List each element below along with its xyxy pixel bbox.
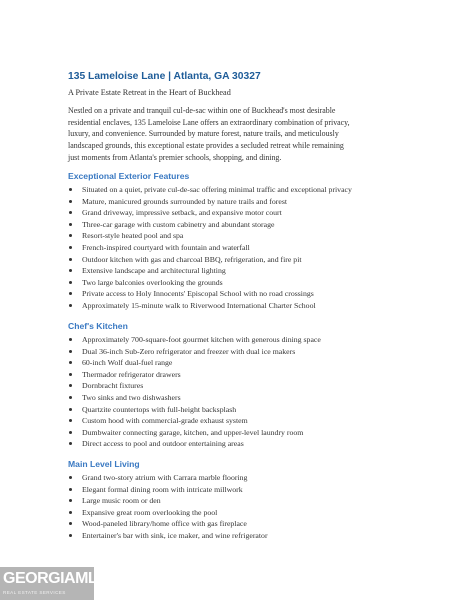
bullet-icon (69, 361, 72, 364)
list-item (68, 507, 268, 519)
list-item-text: Wood-paneled library/home office with gas fireplace (82, 519, 247, 529)
bullet-icon (69, 431, 72, 434)
page-subtitle: A Private Estate Retreat in the Heart of Buckhead (68, 88, 231, 97)
list-item (68, 392, 321, 404)
list-item (68, 369, 321, 381)
list-item-text: Resort-style heated pool and spa (82, 231, 184, 241)
section-heading-exterior: Exceptional Exterior Features (68, 171, 190, 181)
kitchen-features-list (68, 334, 321, 450)
list-item (68, 427, 321, 439)
bullet-icon (69, 338, 72, 341)
list-item-text: Direct access to pool and outdoor entertaining areas (82, 439, 244, 449)
bullet-icon (69, 442, 72, 445)
intro-line: luxury, and convenience. Surrounded by mature forest, nature trails, and meticulously (68, 129, 339, 139)
list-item-text: Dornbracht fixtures (82, 381, 144, 391)
list-item-text: Custom hood with commercial-grade exhaust system (82, 416, 248, 426)
intro-paragraph (68, 105, 388, 164)
list-item-text: Expansive great room overlooking the pool (82, 507, 218, 517)
list-item-text: Private access to Holy Innocents' Episcopal School with no road crossings (82, 289, 314, 299)
list-item (68, 380, 321, 392)
list-item (68, 484, 268, 496)
bullet-icon (69, 211, 72, 214)
main-level-features-list (68, 472, 268, 542)
list-item (68, 518, 268, 530)
bullet-icon (69, 304, 72, 307)
list-item-text: Thermador refrigerator drawers (82, 369, 181, 379)
bullet-icon (69, 188, 72, 191)
watermark-brand: GEORGIAMLS (3, 570, 108, 587)
list-item (68, 265, 352, 277)
list-item (68, 438, 321, 450)
bullet-icon (69, 373, 72, 376)
list-item (68, 472, 268, 484)
list-item-text: Grand driveway, impressive setback, and expansive motor court (82, 208, 282, 218)
intro-line: just moments from Atlanta's premier schools, shopping, and dining. (68, 152, 282, 162)
list-item-text: Three-car garage with custom cabinetry and abundant storage (82, 219, 275, 229)
section-heading-kitchen: Chef's Kitchen (68, 321, 128, 331)
bullet-icon (69, 223, 72, 226)
list-item (68, 404, 321, 416)
bullet-icon (69, 269, 72, 272)
bullet-icon (69, 281, 72, 284)
list-item (68, 495, 268, 507)
bullet-icon (69, 476, 72, 479)
bullet-icon (69, 258, 72, 261)
page-title: 135 Lameloise Lane | Atlanta, GA 30327 (68, 71, 261, 82)
list-item (68, 184, 352, 196)
list-item-text: Mature, manicured grounds surrounded by nature trails and forest (82, 196, 288, 206)
list-item-text: Approximately 15-minute walk to Riverwood International Charter School (82, 300, 316, 310)
intro-line: residential enclaves, 135 Lameloise Lane offers an extraordinary combination of privacy, (68, 117, 350, 127)
bullet-icon (69, 384, 72, 387)
intro-line: Nestled on a private and tranquil cul-de-sac within one of Buckhead's most desirable (68, 106, 336, 115)
list-item-text: Two large balconies overlooking the grounds (82, 277, 223, 287)
list-item (68, 346, 321, 358)
list-item-text: Extensive landscape and architectural lighting (82, 266, 226, 276)
bullet-icon (69, 522, 72, 525)
list-item-text: Entertainer's bar with sink, ice maker, and wine refrigerator (82, 530, 268, 540)
list-item-text: Elegant formal dining room with intricate millwork (82, 484, 243, 494)
bullet-icon (69, 419, 72, 422)
list-item (68, 334, 321, 346)
bullet-icon (69, 200, 72, 203)
georgiamls-watermark-logo (0, 567, 108, 600)
list-item (68, 219, 352, 231)
list-item-text: Grand two-story atrium with Carrara marble flooring (82, 473, 248, 482)
list-item-text: Dumbwaiter connecting garage, kitchen, and upper-level laundry room (82, 427, 304, 437)
list-item (68, 207, 352, 219)
list-item (68, 254, 352, 266)
bullet-icon (69, 246, 72, 249)
exterior-features-list (68, 184, 352, 312)
bullet-icon (69, 396, 72, 399)
list-item (68, 277, 352, 289)
list-item-text: Two sinks and two dishwashers (82, 392, 181, 402)
list-item-text: Outdoor kitchen with gas and charcoal BBQ, refrigeration, and fire pit (82, 254, 302, 264)
list-item (68, 242, 352, 254)
watermark-tagline: REAL ESTATE SERVICES (3, 590, 66, 595)
list-item-text: Approximately 700-square-foot gourmet kitchen with generous dining space (82, 335, 321, 344)
list-item-text: Dual 36-inch Sub-Zero refrigerator and freezer with dual ice makers (82, 346, 296, 356)
bullet-icon (69, 350, 72, 353)
list-item-text: 60-inch Wolf dual-fuel range (82, 358, 173, 368)
list-item-text: Quartzite countertops with full-height backsplash (82, 404, 237, 414)
list-item (68, 230, 352, 242)
list-item-text: Situated on a quiet, private cul-de-sac offering minimal traffic and exceptional privacy (82, 185, 352, 194)
bullet-icon (69, 292, 72, 295)
list-item (68, 415, 321, 427)
list-item (68, 300, 352, 312)
list-item (68, 196, 352, 208)
bullet-icon (69, 488, 72, 491)
bullet-icon (69, 511, 72, 514)
list-item-text: Large music room or den (82, 496, 161, 506)
bullet-icon (69, 408, 72, 411)
intro-line: landscaped grounds, this exceptional estate provides a secluded retreat while remaining (68, 141, 344, 151)
bullet-icon (69, 534, 72, 537)
section-heading-main-level: Main Level Living (68, 459, 140, 469)
bullet-icon (69, 234, 72, 237)
list-item-text: French-inspired courtyard with fountain and waterfall (82, 242, 250, 252)
list-item (68, 357, 321, 369)
list-item (68, 530, 268, 542)
list-item (68, 288, 352, 300)
bullet-icon (69, 499, 72, 502)
